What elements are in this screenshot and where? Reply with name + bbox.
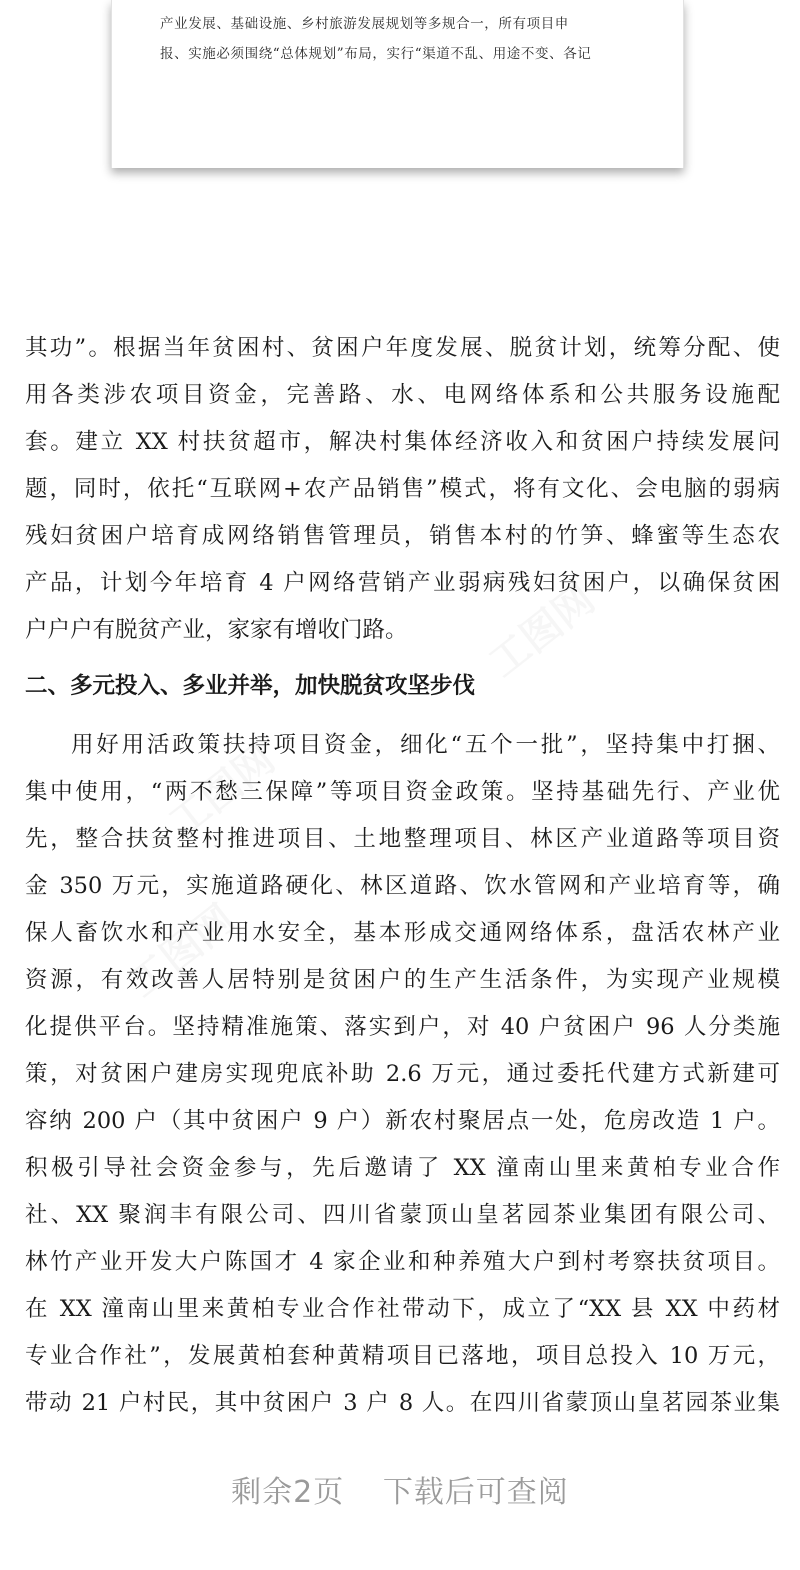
text-line: 产品，计划今年培育 4 户网络营销产业弱病残妇贫困户，以确保贫困 [25, 570, 780, 596]
download-prompt[interactable] [0, 1467, 800, 1517]
text-line: 其功”。根据当年贫困村、贫困户年度发展、脱贫计划，统筹分配、使 [25, 335, 780, 361]
text-line: 保人畜饮水和产业用水安全，基本形成交通网络体系，盘活农林产业 [25, 920, 780, 946]
text-line: 集中使用，“两不愁三保障”等项目资金政策。坚持基础先行、产业优 [25, 779, 780, 805]
text-line: 先，整合扶贫整村推进项目、土地整理项目、林区产业道路等项目资 [25, 826, 780, 852]
text-line: 金 350 万元，实施道路硬化、林区道路、饮水管网和产业培育等，确 [25, 873, 780, 899]
text-line: 专业合作社”，发展黄柏套种黄精项目已落地，项目总投入 10 万元， [25, 1343, 780, 1369]
text-line: 林竹产业开发大户陈国才 4 家企业和种养殖大户到村考察扶贫项目。 [25, 1249, 780, 1275]
download-hint-label: 下载后可查阅 [382, 1475, 569, 1510]
text-line: 化提供平台。坚持精准施策、落实到户，对 40 户贫困户 96 人分类施 [25, 1014, 780, 1040]
section-heading: 二、多元投入、多业并举，加快脱贫攻坚步伐 [25, 673, 476, 699]
preview-page-card [111, 0, 684, 168]
text-line: 户户户有脱贫产业，家家有增收门路。 [25, 617, 408, 643]
text-line: 套。建立 XX 村扶贫超市，解决村集体经济收入和贫困户持续发展问 [25, 429, 780, 455]
text-line: 在 XX 潼南山里来黄柏专业合作社带动下，成立了“XX 县 XX 中药材 [25, 1296, 780, 1322]
text-line: 带动 21 户村民，其中贫困户 3 户 8 人。在四川省蒙顶山皇茗园茶业集 [25, 1390, 780, 1416]
paragraph-section2 [25, 723, 780, 1428]
text-line: 容纳 200 户（其中贫困户 9 户）新农村聚居点一处，危房改造 1 户。 [25, 1108, 780, 1134]
text-line: 社、XX 聚润丰有限公司、四川省蒙顶山皇茗园茶业集团有限公司、 [25, 1202, 780, 1228]
text-line: 资源，有效改善人居特别是贫困户的生产生活条件，为实现产业规模 [25, 967, 780, 993]
text-line: 策，对贫困户建房实现兜底补助 2.6 万元，通过委托代建方式新建可 [25, 1061, 780, 1087]
text-line: 用各类涉农项目资金，完善路、水、电网络体系和公共服务设施配 [25, 382, 780, 408]
document-body [25, 326, 780, 1428]
text-line: 残妇贫困户培育成网络销售管理员，销售本村的竹笋、蜂蜜等生态农 [25, 523, 780, 549]
preview-line: 产业发展、基础设施、乡村旅游发展规划等多规合一，所有项目申 [160, 16, 569, 32]
text-line: 用好用活政策扶持项目资金，细化“五个一批”，坚持集中打捆、 [71, 732, 780, 758]
preview-line: 报、实施必须围绕“总体规划”布局，实行“渠道不乱、用途不变、各记 [160, 46, 592, 62]
text-line: 题，同时，依托“互联网+农产品销售”模式，将有文化、会电脑的弱病 [25, 476, 780, 502]
remaining-pages-label: 剩余2页 [231, 1475, 345, 1510]
paragraph-section1 [25, 326, 780, 655]
text-line: 积极引导社会资金参与，先后邀请了 XX 潼南山里来黄柏专业合作 [25, 1155, 780, 1181]
